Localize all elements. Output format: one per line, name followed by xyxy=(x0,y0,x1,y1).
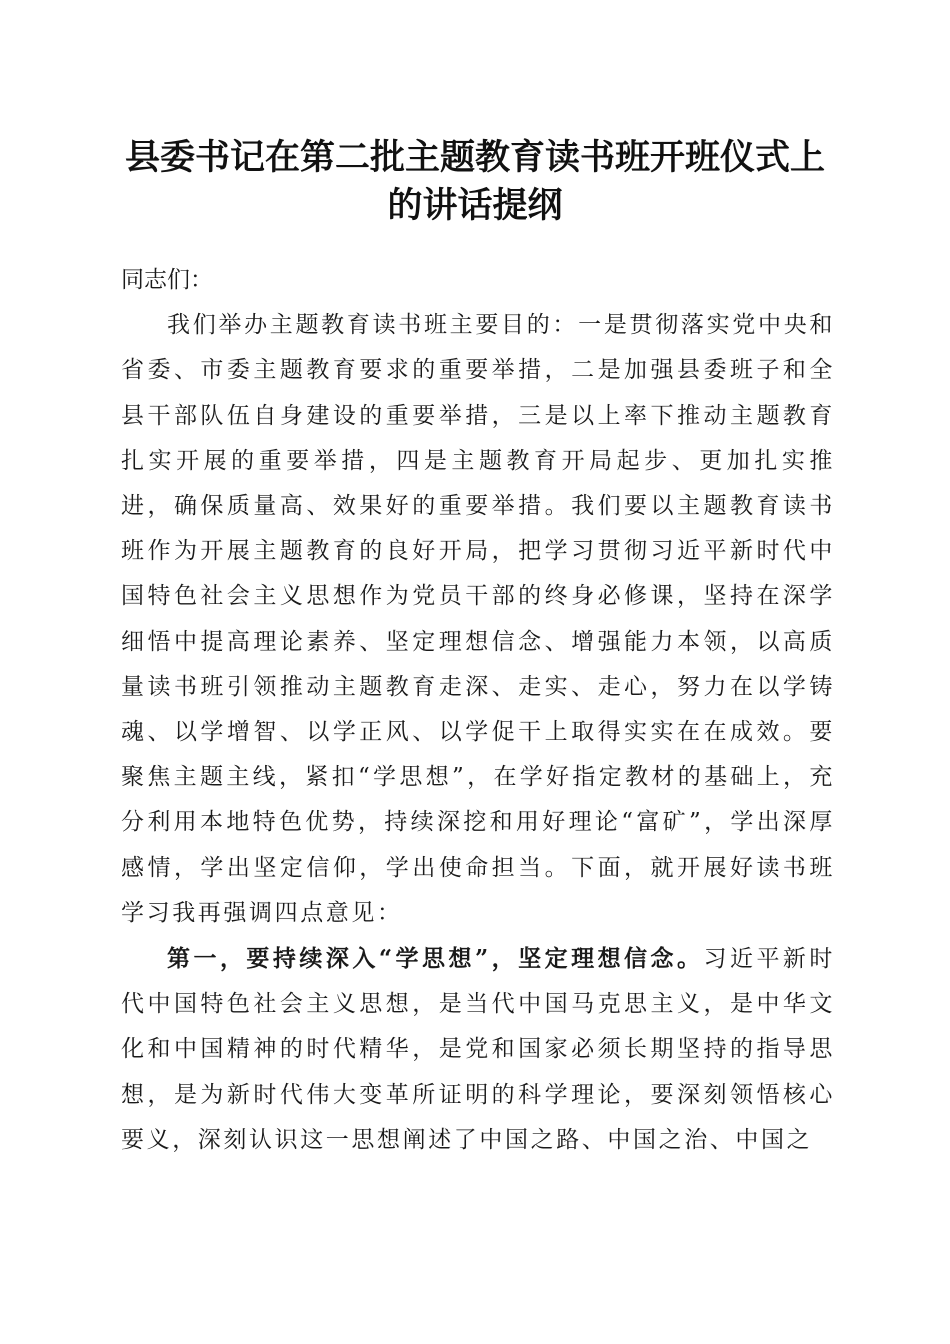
paragraph-point-one-text: 习近平新时代中国特色社会主义思想，是当代中国马克思主义，是中华文化和中国精神的时代精华，是党和国家必须长期坚持的指导思想，是为新时代伟大变革所证明的科学理论，要深刻领悟核心要义，深刻认识这一思想阐述了中国之路、中国之治、中国之 xyxy=(121,946,836,1153)
paragraph-point-one-heading: 第一，要持续深入“学思想”，坚定理想信念。 xyxy=(167,945,704,973)
salutation: 同志们： xyxy=(121,267,213,293)
title-line-1: 县委书记在第二批主题教育读书班开班仪式上 xyxy=(124,137,825,178)
document-title xyxy=(100,134,850,230)
paragraph-intro: 我们举办主题教育读书班主要目的：一是贯彻落实党中央和省委、市委主题教育要求的重要举措，二是加强县委班子和全县干部队伍自身建设的重要举措，三是以上率下推动主题教育扎实开展的重要举措，四是主题教育开局起步、更加扎实推进，确保质量高、效果好的重要举措。我们要以主题教育读书班作为开展主题教育的良好开局，把学习贯彻习近平新时代中国特色社会主义思想作为党员干部的终身必修课，坚持在深学细悟中提高理论素养、坚定理想信念、增强能力本领，以高质量读书班引领推动主题教育走深、走实、走心，努力在以学铸魂、以学增智、以学正风、以学促干上取得实实在在成效。要聚焦主题主线，紧扣“学思想”，在学好指定教材的基础上，充分利用本地特色优势，持续深挖和用好理论“富矿”，学出深厚感情，学出坚定信仰，学出使命担当。下面，就开展好读书班学习我再强调四点意见： xyxy=(121,312,835,926)
document-body xyxy=(121,258,835,1163)
title-line-2: 的讲话提纲 xyxy=(387,185,563,226)
paragraph-point-one xyxy=(121,936,835,1163)
